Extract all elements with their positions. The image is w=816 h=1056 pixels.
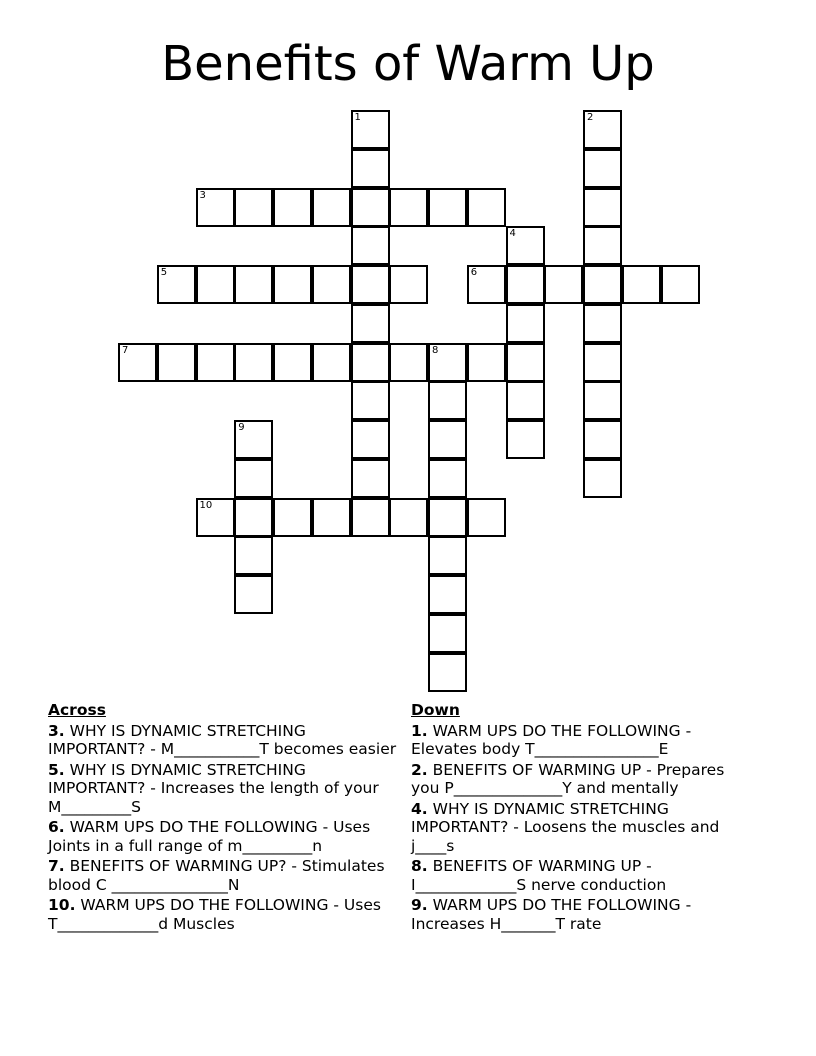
- crossword-cell[interactable]: [273, 343, 312, 382]
- crossword-cell[interactable]: [351, 110, 390, 149]
- clue-text: WHY IS DYNAMIC STRETCHING IMPORTANT? - M___________T becomes easier: [48, 721, 397, 758]
- crossword-cell[interactable]: [234, 420, 273, 459]
- crossword-cell[interactable]: [234, 498, 273, 537]
- crossword-cell[interactable]: [351, 188, 390, 227]
- crossword-cell[interactable]: [351, 265, 390, 304]
- crossword-cell[interactable]: [506, 265, 545, 304]
- crossword-cell[interactable]: [506, 304, 545, 343]
- crossword-cell[interactable]: [157, 265, 196, 304]
- crossword-cell[interactable]: [506, 420, 545, 459]
- clue-text: WARM UPS DO THE FOLLOWING - Uses T_____________d Muscles: [48, 896, 381, 933]
- crossword-cell[interactable]: [273, 265, 312, 304]
- crossword-cell[interactable]: [157, 343, 196, 382]
- clue-number: 8.: [411, 857, 428, 875]
- crossword-cell[interactable]: [351, 381, 390, 420]
- clue-item: [411, 896, 756, 933]
- clue-text: WHY IS DYNAMIC STRETCHING IMPORTANT? - Increases the length of your M_________S: [48, 760, 379, 816]
- clue-text: BENEFITS OF WARMING UP - Prepares you P______________Y and mentally: [411, 760, 725, 797]
- crossword-cell[interactable]: [389, 188, 428, 227]
- crossword-cell[interactable]: [506, 381, 545, 420]
- crossword-cell[interactable]: [661, 265, 700, 304]
- crossword-cell[interactable]: [312, 343, 351, 382]
- clue-item: [48, 896, 408, 933]
- crossword-cell[interactable]: [234, 459, 273, 498]
- crossword-cell[interactable]: [351, 226, 390, 265]
- down-heading: Down: [411, 701, 460, 719]
- crossword-cell[interactable]: [428, 459, 467, 498]
- cell-number: 10: [199, 499, 213, 511]
- crossword-cell[interactable]: [234, 536, 273, 575]
- clue-text: BENEFITS OF WARMING UP? - Stimulates blood C _______________N: [48, 857, 385, 894]
- crossword-cell[interactable]: [467, 188, 506, 227]
- crossword-cell[interactable]: [622, 265, 661, 304]
- crossword-cell[interactable]: [506, 226, 545, 265]
- crossword-cell[interactable]: [351, 459, 390, 498]
- crossword-cell[interactable]: [583, 459, 622, 498]
- crossword-cell[interactable]: [428, 575, 467, 614]
- clue-item: [411, 800, 756, 856]
- crossword-cell[interactable]: [583, 149, 622, 188]
- crossword-cell[interactable]: [234, 188, 273, 227]
- clue-number: 3.: [48, 721, 65, 740]
- cell-number: 8: [432, 344, 439, 356]
- crossword-cell[interactable]: [583, 226, 622, 265]
- clue-item: [411, 761, 756, 798]
- crossword-cell[interactable]: [351, 343, 390, 382]
- crossword-cell[interactable]: [583, 304, 622, 343]
- crossword-cell[interactable]: [312, 188, 351, 227]
- crossword-cell[interactable]: [583, 343, 622, 382]
- crossword-cell[interactable]: [428, 420, 467, 459]
- crossword-cell[interactable]: [428, 343, 467, 382]
- crossword-cell[interactable]: [196, 343, 235, 382]
- clue-item: [48, 761, 408, 817]
- crossword-cell[interactable]: [351, 498, 390, 537]
- cell-number: 3: [199, 189, 206, 201]
- crossword-cell[interactable]: [118, 343, 157, 382]
- clue-item: [411, 722, 756, 759]
- crossword-cell[interactable]: [428, 381, 467, 420]
- crossword-cell[interactable]: [389, 265, 428, 304]
- clue-number: 7.: [48, 857, 65, 875]
- clue-text: WHY IS DYNAMIC STRETCHING IMPORTANT? - Loosens the muscles and j____s: [411, 799, 720, 855]
- crossword-cell[interactable]: [351, 149, 390, 188]
- clue-text: BENEFITS OF WARMING UP - I_____________S nerve conduction: [411, 857, 667, 894]
- cell-number: 9: [238, 422, 245, 433]
- cell-number: 5: [160, 267, 168, 278]
- clue-number: 2.: [411, 760, 428, 779]
- clue-text: WARM UPS DO THE FOLLOWING - Uses Joints in a full range of m_________n: [48, 818, 371, 855]
- clue-item: [48, 857, 408, 894]
- crossword-cell[interactable]: [234, 343, 273, 382]
- crossword-cell[interactable]: [428, 188, 467, 227]
- clue-number: 4.: [411, 799, 428, 818]
- across-clues: [48, 701, 408, 935]
- clue-item: [411, 857, 756, 894]
- down-clues: [411, 701, 756, 935]
- crossword-cell[interactable]: [583, 188, 622, 227]
- crossword-cell[interactable]: [196, 498, 235, 537]
- clue-number: 10.: [48, 896, 76, 914]
- clue-item: [48, 722, 408, 759]
- crossword-cell[interactable]: [351, 304, 390, 343]
- crossword-cell[interactable]: [583, 110, 622, 149]
- crossword-cell[interactable]: [196, 188, 235, 227]
- cell-number: 1: [354, 112, 361, 123]
- crossword-cell[interactable]: [428, 498, 467, 537]
- crossword-cell[interactable]: [389, 498, 428, 537]
- crossword-cell[interactable]: [583, 265, 622, 304]
- crossword-cell[interactable]: [196, 265, 235, 304]
- crossword-cell[interactable]: [467, 265, 506, 304]
- crossword-cell[interactable]: [234, 265, 273, 304]
- clue-text: WARM UPS DO THE FOLLOWING - Elevates body T________________E: [411, 721, 692, 758]
- cell-number: 4: [509, 228, 516, 240]
- crossword-cell[interactable]: [506, 343, 545, 382]
- clue-number: 6.: [48, 818, 65, 836]
- crossword-cell[interactable]: [428, 536, 467, 575]
- page-title: Benefits of Warm Up: [161, 36, 655, 92]
- crossword-cell[interactable]: [467, 498, 506, 537]
- cell-number: 7: [122, 344, 129, 356]
- across-heading: Across: [48, 701, 106, 719]
- cell-number: 2: [587, 112, 594, 123]
- crossword-cell[interactable]: [389, 343, 428, 382]
- crossword-cell[interactable]: [583, 420, 622, 459]
- crossword-cell[interactable]: [428, 653, 467, 692]
- crossword-cell[interactable]: [273, 498, 312, 537]
- crossword-cell[interactable]: [428, 614, 467, 653]
- clue-text: WARM UPS DO THE FOLLOWING - Increases H_______T rate: [411, 896, 692, 933]
- crossword-cell[interactable]: [351, 420, 390, 459]
- cell-number: 6: [470, 267, 478, 278]
- clue-number: 9.: [411, 896, 428, 914]
- crossword-cell[interactable]: [312, 498, 351, 537]
- clue-item: [48, 818, 408, 855]
- crossword-cell[interactable]: [583, 381, 622, 420]
- clue-number: 1.: [411, 721, 428, 740]
- crossword-cell[interactable]: [273, 188, 312, 227]
- crossword-cell[interactable]: [234, 575, 273, 614]
- clue-number: 5.: [48, 760, 65, 779]
- crossword-cell[interactable]: [467, 343, 506, 382]
- crossword-cell[interactable]: [312, 265, 351, 304]
- crossword-cell[interactable]: [544, 265, 583, 304]
